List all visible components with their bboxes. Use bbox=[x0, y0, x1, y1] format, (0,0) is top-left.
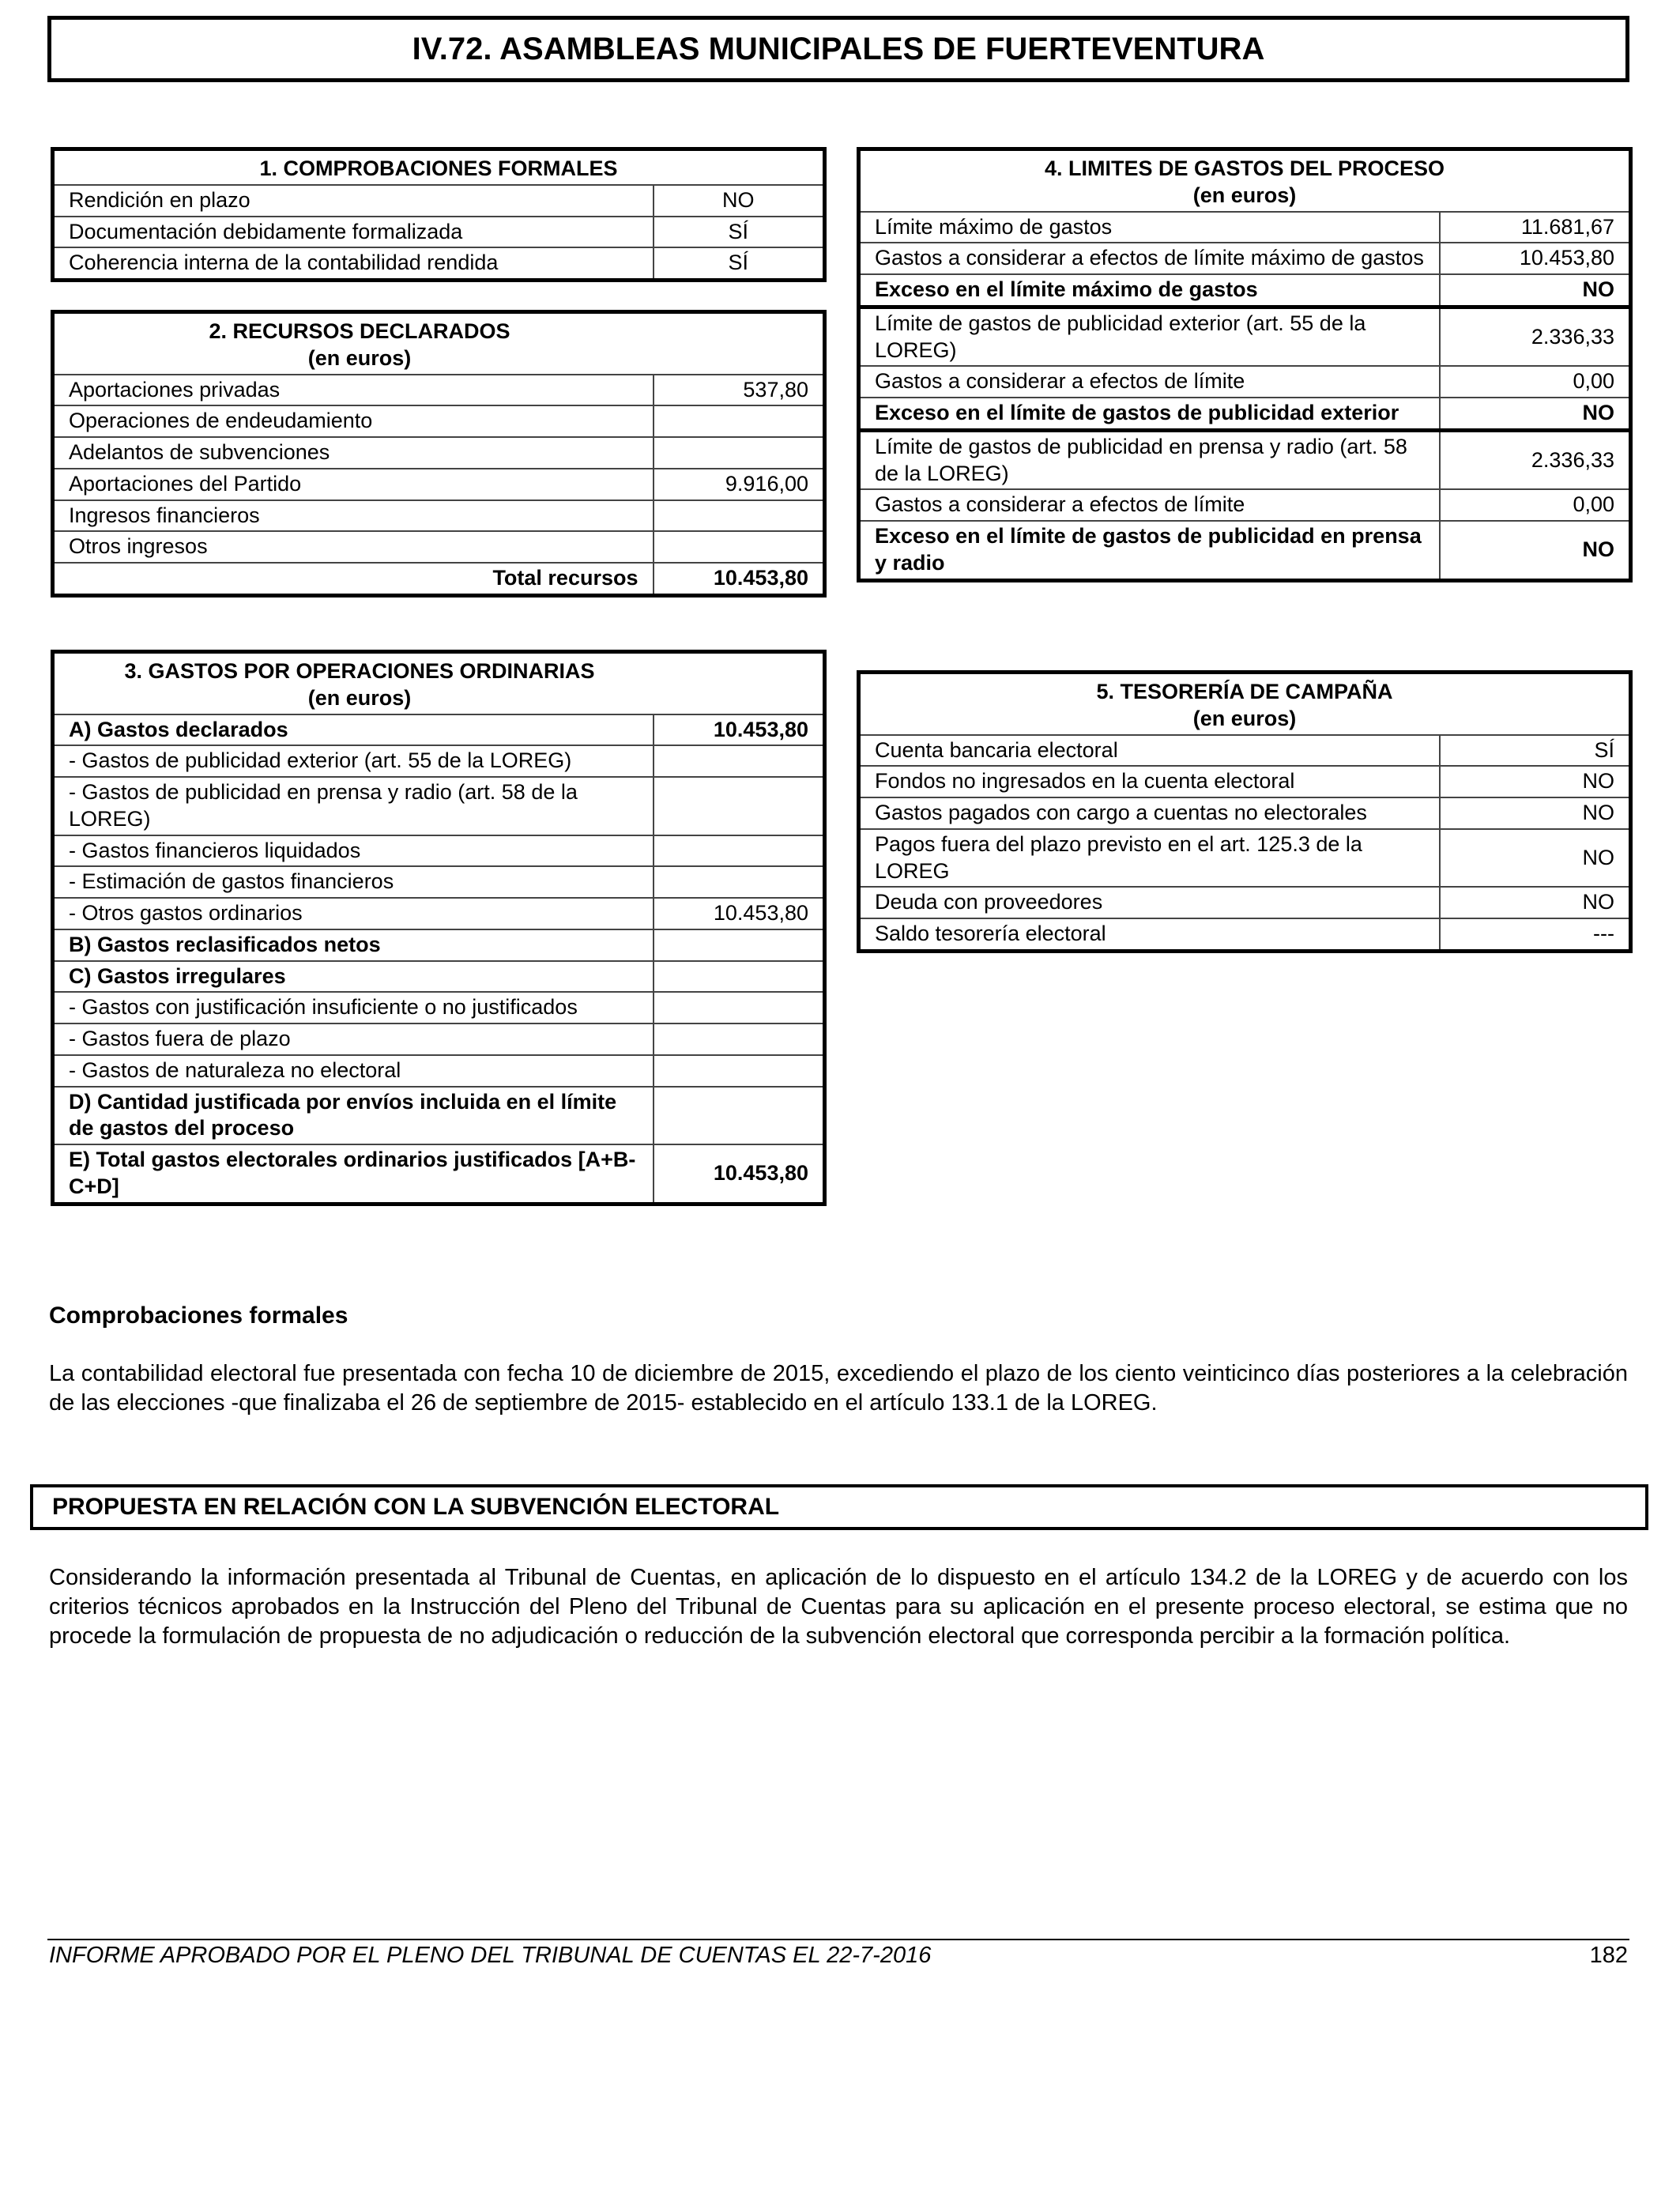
table-row: Fondos no ingresados en la cuenta electoral NO bbox=[859, 766, 1631, 797]
proposal-heading: PROPUESTA EN RELACIÓN CON LA SUBVENCIÓN ELECTORAL bbox=[30, 1484, 1648, 1530]
footer-text: INFORME APROBADO POR EL PLENO DEL TRIBUNAL DE CUENTAS EL 22-7-2016 bbox=[49, 1943, 932, 1968]
spending-limits-table bbox=[857, 147, 1633, 582]
table-row: Rendición en plazo NO bbox=[53, 185, 825, 217]
declared-resources-table bbox=[51, 310, 827, 598]
table-row: Operaciones de endeudamiento bbox=[53, 405, 825, 437]
campaign-treasury-table bbox=[857, 670, 1633, 953]
formal-checks-table bbox=[51, 147, 827, 282]
table-row: - Otros gastos ordinarios 10.453,80 bbox=[53, 898, 825, 929]
ordinary-expenses-table bbox=[51, 650, 827, 1206]
table-row: - Gastos de naturaleza no electoral bbox=[53, 1055, 825, 1087]
table-row: - Gastos financieros liquidados bbox=[53, 835, 825, 867]
table-subtitle: (en euros) bbox=[1192, 706, 1297, 730]
table-title: 4. LIMITES DE GASTOS DEL PROCESO bbox=[1044, 156, 1445, 180]
table-row: Gastos a considerar a efectos de límite 0,00 bbox=[859, 366, 1631, 398]
table-row: A) Gastos declarados 10.453,80 bbox=[53, 714, 825, 746]
formal-checks-heading: Comprobaciones formales bbox=[49, 1302, 348, 1329]
table-title: 5. TESORERÍA DE CAMPAÑA bbox=[1096, 680, 1393, 703]
table-title: 2. RECURSOS DECLARADOS bbox=[209, 319, 510, 343]
table-row: Deuda con proveedores NO bbox=[859, 887, 1631, 918]
table-row: Gastos pagados con cargo a cuentas no electorales NO bbox=[859, 797, 1631, 829]
formal-checks-text: La contabilidad electoral fue presentada con fecha 10 de diciembre de 2015, excediendo el plazo de los ciento veinticinco días posteriores a la celebración de las elecciones -que finalizaba el 26 de septiembre de 2015- establecido en el artículo 133.1 de la LOREG. bbox=[49, 1361, 1628, 1416]
table-row: Adelantos de subvenciones bbox=[53, 437, 825, 469]
table-row: - Gastos con justificación insuficiente o no justificados bbox=[53, 992, 825, 1023]
table-row: Pagos fuera del plazo previsto en el art. 125.3 de la LOREG NO bbox=[859, 829, 1631, 888]
table-subtitle: (en euros) bbox=[307, 685, 412, 710]
table-row: Aportaciones del Partido 9.916,00 bbox=[53, 469, 825, 500]
table-row: Cuenta bancaria electoral SÍ bbox=[859, 735, 1631, 767]
table-row: Límite de gastos de publicidad en prensa y radio (art. 58 de la LOREG) 2.336,33 bbox=[859, 430, 1631, 489]
table-title: 1. COMPROBACIONES FORMALES bbox=[53, 149, 825, 185]
table-row: Límite de gastos de publicidad exterior (art. 55 de la LOREG) 2.336,33 bbox=[859, 307, 1631, 366]
table-row: Coherencia interna de la contabilidad rendida SÍ bbox=[53, 247, 825, 280]
page-number: 182 bbox=[1589, 1943, 1628, 1968]
table-row: B) Gastos reclasificados netos bbox=[53, 929, 825, 961]
table-subtitle: (en euros) bbox=[307, 345, 412, 370]
table-row: D) Cantidad justificada por envíos incluida en el límite de gastos del proceso bbox=[53, 1087, 825, 1145]
table-title: 3. GASTOS POR OPERACIONES ORDINARIAS bbox=[124, 659, 595, 683]
proposal-text: Considerando la información presentada al Tribunal de Cuentas, en aplicación de lo dispuesto en el artículo 134.2 de la LOREG y de acuerdo con los criterios técnicos aprobados en la Instrucción del Pleno del Tribunal de Cuentas para su aplicación en el presente proceso electoral, se estima que no procede la formulación de propuesta de no adjudicación o reducción de la subvención electoral que corresponda percibir a la formación política. bbox=[49, 1565, 1628, 1649]
table-row: - Gastos fuera de plazo bbox=[53, 1023, 825, 1055]
table-row: Exceso en el límite máximo de gastos NO bbox=[859, 274, 1631, 307]
page-title: IV.72. ASAMBLEAS MUNICIPALES DE FUERTEVENTURA bbox=[47, 16, 1629, 82]
table-row: - Gastos de publicidad en prensa y radio (art. 58 de la LOREG) bbox=[53, 777, 825, 835]
table-row: C) Gastos irregulares bbox=[53, 961, 825, 993]
table-row: Gastos a considerar a efectos de límite máximo de gastos 10.453,80 bbox=[859, 243, 1631, 274]
table-row: - Gastos de publicidad exterior (art. 55 de la LOREG) bbox=[53, 745, 825, 777]
table-subtitle: (en euros) bbox=[1192, 183, 1297, 207]
table-row: Ingresos financieros bbox=[53, 500, 825, 532]
table-row: Exceso en el límite de gastos de publicidad exterior NO bbox=[859, 398, 1631, 430]
table-row: - Estimación de gastos financieros bbox=[53, 866, 825, 898]
table-row: Límite máximo de gastos 11.681,67 bbox=[859, 212, 1631, 243]
table-row: Gastos a considerar a efectos de límite 0,00 bbox=[859, 489, 1631, 521]
table-row: Documentación debidamente formalizada SÍ bbox=[53, 217, 825, 248]
table-row: Saldo tesorería electoral --- bbox=[859, 918, 1631, 951]
table-row: Aportaciones privadas 537,80 bbox=[53, 375, 825, 406]
footer-divider bbox=[47, 1939, 1629, 1940]
total-row: E) Total gastos electorales ordinarios justificados [A+B-C+D] 10.453,80 bbox=[53, 1144, 825, 1204]
table-row: Exceso en el límite de gastos de publicidad en prensa y radio NO bbox=[859, 521, 1631, 580]
total-row: Total recursos 10.453,80 bbox=[53, 563, 825, 595]
table-row: Otros ingresos bbox=[53, 531, 825, 563]
